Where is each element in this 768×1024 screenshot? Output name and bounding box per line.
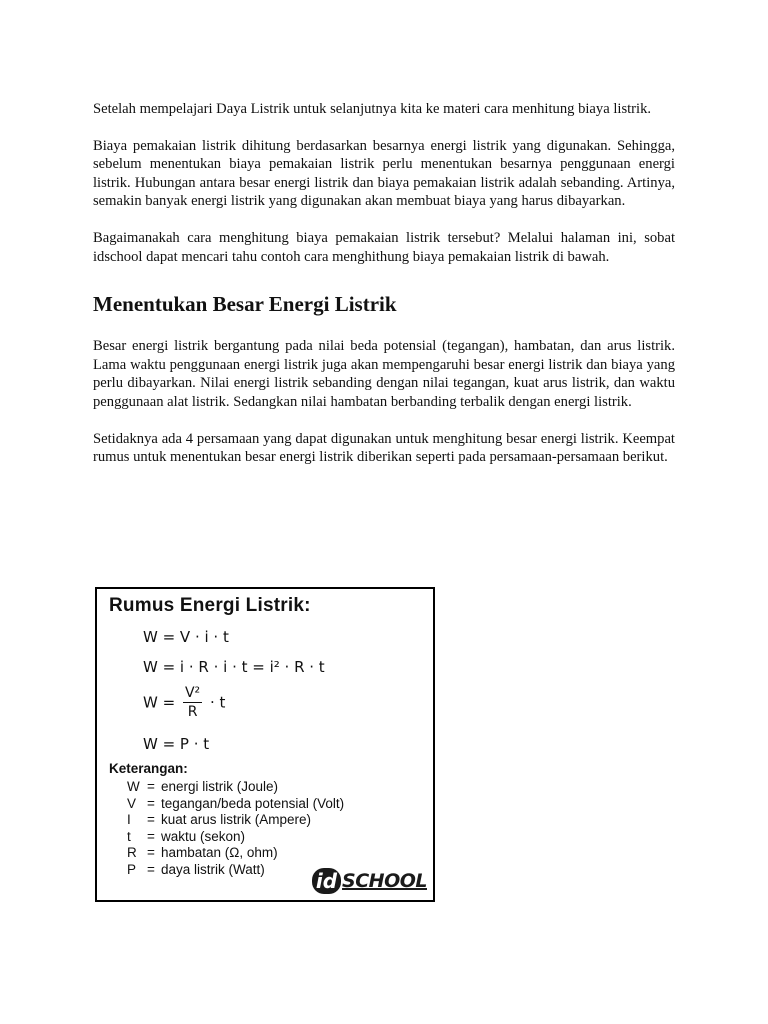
keterangan-description: kuat arus listrik (Ampere) (161, 812, 312, 827)
keterangan-equals: = (147, 795, 155, 811)
keterangan-row (127, 779, 344, 796)
keterangan-row (127, 796, 344, 813)
formula-box (95, 587, 435, 902)
keterangan-equals: = (147, 828, 155, 844)
formula-4: W = P · t (143, 735, 210, 753)
keterangan-equals: = (147, 812, 155, 827)
keterangan-description: hambatan (Ω, ohm) (161, 845, 278, 860)
keterangan-row (127, 829, 344, 846)
keterangan-list (127, 779, 344, 878)
keterangan-symbol: W (127, 779, 140, 794)
formula-1: W = V · i · t (143, 628, 229, 646)
formula-box-title: Rumus Energi Listrik: (109, 595, 311, 616)
paragraph-question: Bagaimanakah cara menghitung biaya pemakaian listrik tersebut? Melalui halaman ini, sobat idschool dapat mencari tahu contoh cara menghithung biaya pemakaian listrik di bawah. (93, 229, 675, 265)
formula-2: W = i · R · i · t = i² · R · t (143, 658, 325, 676)
keterangan-description: energi listrik (Joule) (161, 779, 279, 794)
paragraph-energy: Besar energi listrik bergantung pada nilai beda potensial (tegangan), hambatan, dan arus listrik. Lama waktu penggunaan energi listrik juga akan mempengaruhi besar energi listrik dan biaya yang perlu dibayarkan. Nilai energi listrik sebanding dengan nilai tegangan, kuat arus listrik, dan waktu penggunaan alat listrik. Sedangkan nilai hambatan berbanding terbalik dengan energi listrik. (93, 338, 675, 410)
keterangan-symbol: t (127, 828, 131, 844)
keterangan-symbol: R (127, 845, 137, 860)
keterangan-equals: = (147, 845, 155, 860)
article-body (93, 100, 675, 467)
keterangan-description: waktu (sekon) (161, 828, 246, 844)
formula-3 (143, 685, 225, 720)
keterangan-title: Keterangan: (109, 761, 188, 776)
formula-3-numerator: V² (184, 685, 201, 701)
keterangan-equals: = (147, 779, 155, 794)
paragraph-formulas-intro: Setidaknya ada 4 persamaan yang dapat digunakan untuk menghitung besar energi listrik. Keempat rumus untuk menentukan besar energi listrik diberikan seperti pada persamaan-persamaan berikut. (93, 430, 675, 466)
keterangan-description: daya listrik (Watt) (161, 861, 265, 877)
paragraph-biaya: Biaya pemakaian listrik dihitung berdasarkan besarnya energi listrik yang digunakan. Sehingga, sebelum menentukan biaya pemakaian listrik perlu menentukan besarnya penggunaan energi listrik. Hubungan antara besar energi listrik dan biaya pemakaian listrik adalah sebanding. Artinya, semakin banyak energi listrik yang digunakan akan membuat biaya yang harus dibayarkan. (93, 137, 675, 210)
keterangan-row (127, 812, 344, 829)
formula-3-denominator: R (187, 704, 198, 720)
section-heading: Menentukan Besar Energi Listrik (93, 292, 397, 317)
logo-id-mark: id (312, 868, 341, 894)
keterangan-description: tegangan/beda potensial (Volt) (161, 795, 345, 811)
logo-school-text: SCHOOL (342, 870, 427, 892)
keterangan-symbol: V (127, 795, 137, 811)
keterangan-symbol: I (127, 812, 131, 827)
paragraph-intro: Setelah mempelajari Daya Listrik untuk selanjutnya kita ke materi cara menhitung biaya listrik. (93, 101, 652, 117)
formula-3-lhs: W = (143, 693, 176, 712)
keterangan-symbol: P (127, 861, 137, 877)
keterangan-row (127, 845, 344, 862)
formula-3-rhs: · t (209, 693, 226, 712)
idschool-logo (312, 868, 427, 894)
formula-3-fraction (183, 685, 202, 720)
keterangan-equals: = (147, 861, 155, 877)
